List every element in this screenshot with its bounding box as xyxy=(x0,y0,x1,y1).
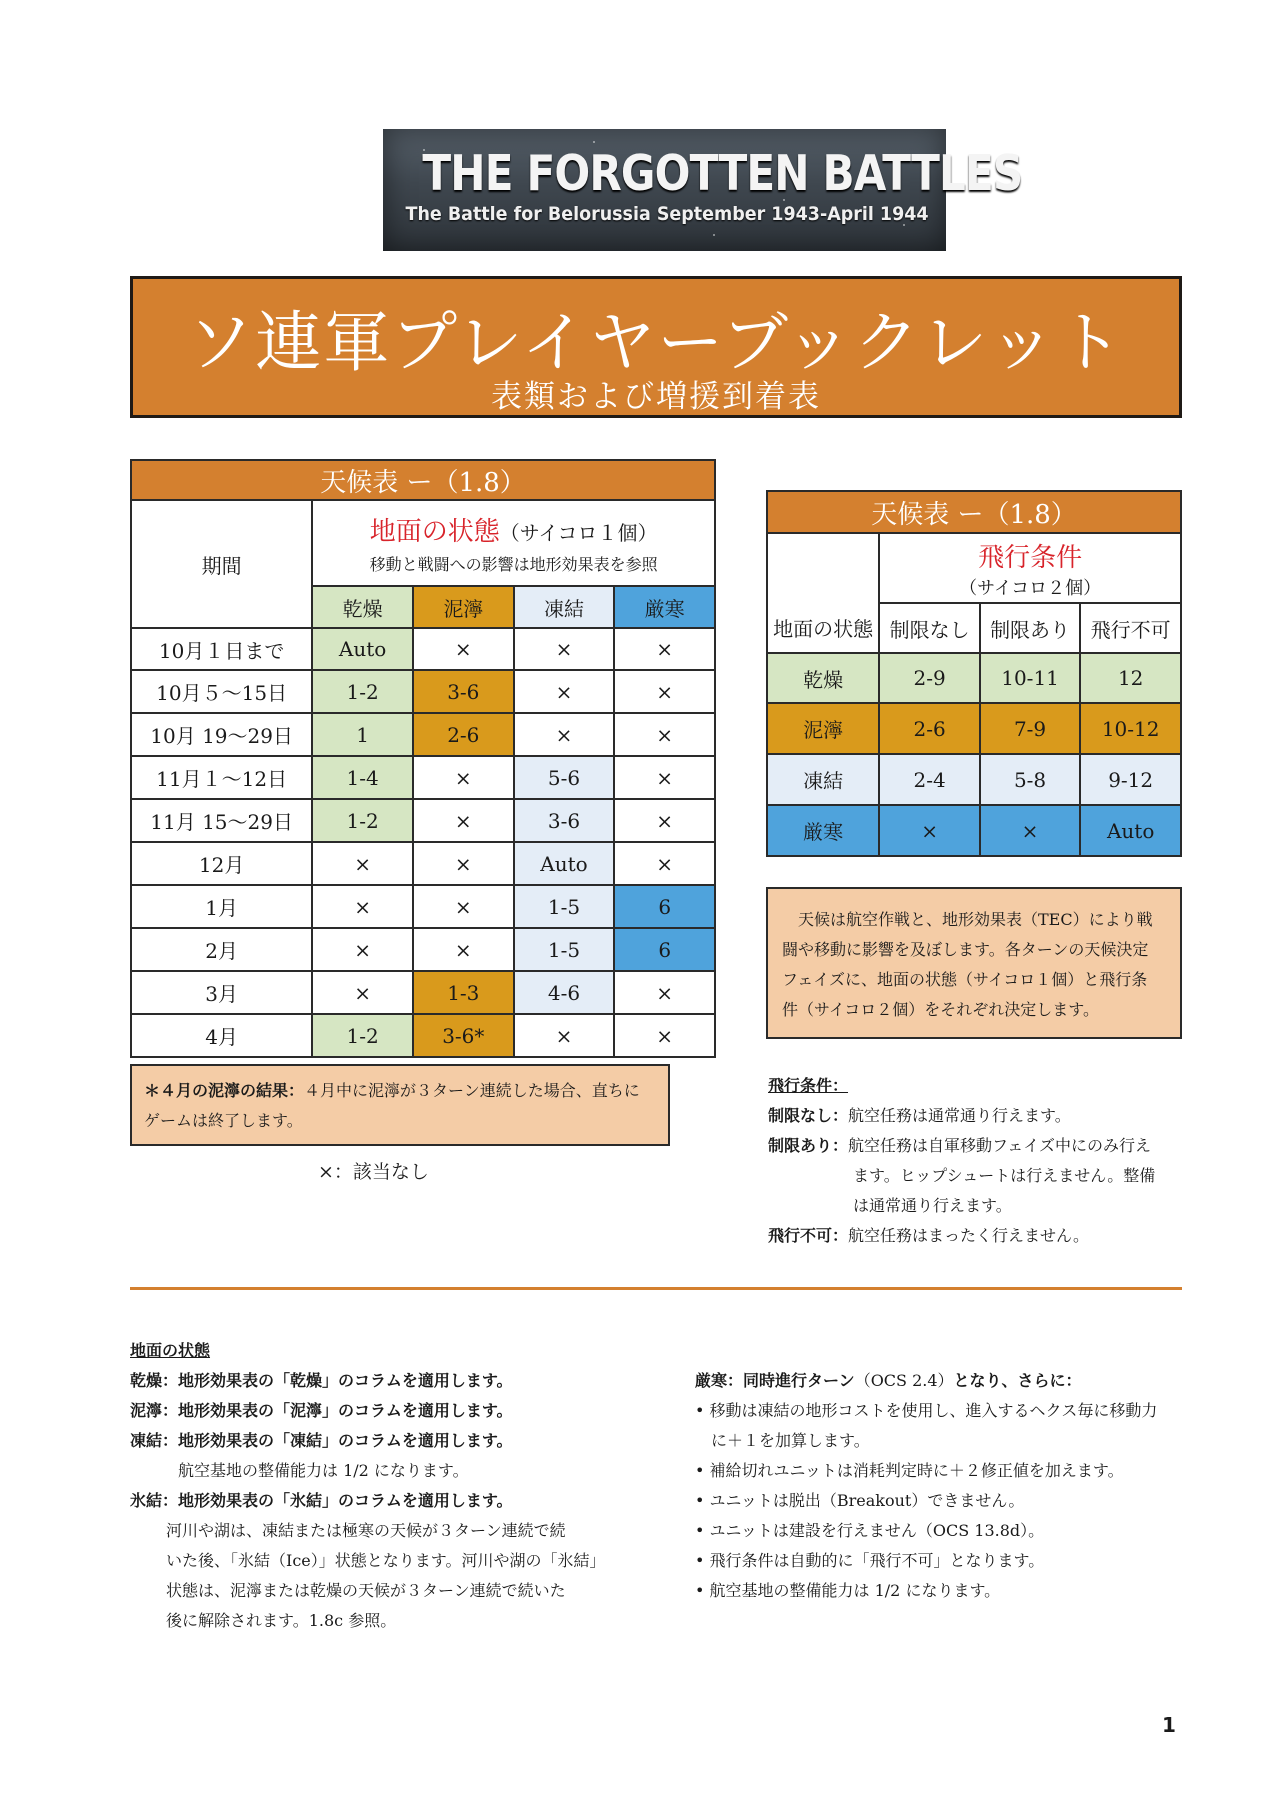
list-item: • 飛行条件は自動的に「飛行不可」となります。 xyxy=(695,1551,1045,1570)
ground-weather-table xyxy=(130,459,716,1058)
no-flight-text: 航空任務はまったく行えません。 xyxy=(848,1226,1089,1245)
ground-conditions-heading: 地面の状態 xyxy=(130,1341,211,1360)
col-unrestricted: 制限なし xyxy=(879,603,979,653)
cell-unrestricted: 2-6 xyxy=(879,703,979,754)
booklet-title-box xyxy=(130,276,1182,418)
cell-winter: × xyxy=(614,628,715,670)
cell-mud: 1-3 xyxy=(413,971,514,1014)
cell-dry: 1-4 xyxy=(312,756,413,799)
row-label: 厳寒 xyxy=(767,805,879,856)
no-flight-label: 飛行不可： xyxy=(768,1226,849,1245)
cell-restricted: 10-11 xyxy=(980,653,1081,703)
weather-info-box xyxy=(766,887,1182,1039)
cell-no-flight: 10-12 xyxy=(1080,703,1181,754)
cell-no-flight: 9-12 xyxy=(1080,754,1181,805)
cell-mud: × xyxy=(413,799,514,842)
mud-note-line2: ゲームは終了します。 xyxy=(144,1111,303,1130)
ground-conditions-section xyxy=(130,1336,650,1636)
cell-frozen: 5-6 xyxy=(514,756,615,799)
banner-title: THE FORGOTTEN BATTLES xyxy=(422,145,1023,202)
flight-condition-header xyxy=(879,533,1181,603)
col-dry: 乾燥 xyxy=(312,586,413,628)
cell-dry: 1-2 xyxy=(312,1014,413,1057)
cell-frozen: Auto xyxy=(514,842,615,885)
ground-condition-header xyxy=(312,500,715,586)
cell-restricted: 5-8 xyxy=(980,754,1081,805)
severe-winter-section xyxy=(695,1366,1185,1606)
ice-rule-line3: 状態は、泥濘または乾燥の天候が３ターン連続で続いた xyxy=(166,1581,566,1600)
page-title: ソ連軍プレイヤーブックレット xyxy=(187,304,1125,381)
col-restricted: 制限あり xyxy=(980,603,1081,653)
col-no-flight: 飛行不可 xyxy=(1080,603,1181,653)
list-item: • 航空基地の整備能力は 1/2 になります。 xyxy=(695,1581,1001,1600)
flight-condition-label: 飛行条件 xyxy=(978,542,1083,573)
cell-unrestricted: × xyxy=(879,805,979,856)
row-period: 10月１日まで xyxy=(131,628,312,670)
cell-mud: × xyxy=(413,885,514,928)
row-period: 11月 15～29日 xyxy=(131,799,312,842)
row-period: 10月 19～29日 xyxy=(131,713,312,756)
cell-unrestricted: 2-4 xyxy=(879,754,979,805)
row-period: 1月 xyxy=(131,885,312,928)
cell-unrestricted: 2-9 xyxy=(879,653,979,703)
frozen-rule-sub: 航空基地の整備能力は 1/2 になります。 xyxy=(178,1461,469,1480)
severe-winter-heading-ref: （OCS 2.4） xyxy=(854,1371,954,1390)
mud-result-note xyxy=(130,1064,670,1146)
cell-frozen: 1-5 xyxy=(514,928,615,971)
flight-ground-header: 地面の状態 xyxy=(767,603,879,653)
cell-no-flight: Auto xyxy=(1080,805,1181,856)
list-item: • 移動は凍結の地形コストを使用し、進入するヘクス毎に移動力 xyxy=(695,1401,1158,1420)
cell-winter: × xyxy=(614,842,715,885)
unrestricted-text: 航空任務は通常通り行えます。 xyxy=(848,1106,1071,1125)
cell-winter: × xyxy=(614,1014,715,1057)
frozen-rule: 凍結：地形効果表の「凍結」のコラムを適用します。 xyxy=(130,1431,513,1450)
cell-dry: 1 xyxy=(312,713,413,756)
flight-table-title: 天候表 ー（1.8） xyxy=(767,491,1181,533)
table-row xyxy=(131,628,715,670)
col-winter: 厳寒 xyxy=(614,586,715,628)
weather-info-line2: 闘や移動に影響を及ぼします。各ターンの天候決定 xyxy=(782,940,1149,959)
row-label: 乾燥 xyxy=(767,653,879,703)
cell-dry: × xyxy=(312,928,413,971)
cell-restricted: × xyxy=(980,805,1081,856)
col-frozen: 凍結 xyxy=(514,586,615,628)
game-banner xyxy=(383,129,1023,251)
table-row xyxy=(131,885,715,928)
ground-dice-label: （サイコロ１個） xyxy=(499,521,658,545)
weather-info-line3: フェイズに、地面の状態（サイコロ１個）と飛行条 xyxy=(782,970,1148,989)
ice-rule-line2: いた後、「氷結（Ice）」状態となります。河川や湖の「氷結」 xyxy=(166,1551,606,1570)
cell-winter: × xyxy=(614,670,715,713)
list-item: に＋１を加算します。 xyxy=(695,1431,870,1450)
cell-mud: × xyxy=(413,842,514,885)
section-divider xyxy=(130,1287,1182,1290)
dry-rule: 乾燥：地形効果表の「乾燥」のコラムを適用します。 xyxy=(130,1371,513,1390)
row-period: 4月 xyxy=(131,1014,312,1057)
cell-dry: × xyxy=(312,842,413,885)
table-row xyxy=(131,670,715,713)
row-period: 2月 xyxy=(131,928,312,971)
cell-frozen: × xyxy=(514,1014,615,1057)
weather-info-line4: 件（サイコロ２個）をそれぞれ決定します。 xyxy=(782,1000,1099,1019)
cell-dry: 1-2 xyxy=(312,799,413,842)
period-header: 期間 xyxy=(131,500,312,628)
mud-note-line1: ４月中に泥濘が３ターン連続した場合、直ちに xyxy=(304,1081,640,1100)
row-label: 凍結 xyxy=(767,754,879,805)
table-row xyxy=(131,756,715,799)
row-period: 12月 xyxy=(131,842,312,885)
ground-table-title: 天候表 ー（1.8） xyxy=(131,460,715,500)
ice-rule: 氷結：地形効果表の「氷結」のコラムを適用します。 xyxy=(130,1491,513,1510)
table-row xyxy=(767,754,1181,805)
restricted-label: 制限あり： xyxy=(768,1136,849,1155)
restricted-text-3: は通常通り行えます。 xyxy=(853,1196,1012,1215)
ice-rule-line1: 河川や湖は、凍結または極寒の天候が３ターン連続で続 xyxy=(166,1521,566,1540)
cell-dry: × xyxy=(312,885,413,928)
table-row xyxy=(131,1014,715,1057)
severe-winter-heading-2: となり、さらに： xyxy=(953,1371,1082,1390)
cell-winter: 6 xyxy=(614,885,715,928)
cell-winter: 6 xyxy=(614,928,715,971)
row-period: 10月５～15日 xyxy=(131,670,312,713)
cell-mud: × xyxy=(413,928,514,971)
table-row xyxy=(767,653,1181,703)
ground-condition-label: 地面の状態 xyxy=(369,517,500,547)
page-subtitle: 表類および増援到着表 xyxy=(491,379,821,415)
cell-winter: × xyxy=(614,756,715,799)
cell-frozen: × xyxy=(514,628,615,670)
cell-frozen: × xyxy=(514,713,615,756)
cell-no-flight: 12 xyxy=(1080,653,1181,703)
ground-table-note: 移動と戦闘への影響は地形効果表を参照 xyxy=(369,555,658,574)
cell-dry: × xyxy=(312,971,413,1014)
table-row xyxy=(767,703,1181,754)
table-row xyxy=(131,713,715,756)
cell-frozen: 1-5 xyxy=(514,885,615,928)
col-mud: 泥濘 xyxy=(413,586,514,628)
page-number: 1 xyxy=(1162,1713,1176,1737)
cell-frozen: × xyxy=(514,670,615,713)
flight-conditions-heading: 飛行条件： xyxy=(768,1076,849,1095)
cell-mud: × xyxy=(413,628,514,670)
row-label: 泥濘 xyxy=(767,703,879,754)
mud-note-bold: ＊４月の泥濘の結果： xyxy=(144,1081,305,1100)
cell-mud: × xyxy=(413,756,514,799)
list-item: • 補給切れユニットは消耗判定時に＋２修正値を加えます。 xyxy=(695,1461,1124,1480)
flight-conditions-section xyxy=(768,1071,1182,1251)
ice-rule-line4: 後に解除されます。1.8c 参照。 xyxy=(166,1611,397,1630)
restricted-text-1: 航空任務は自軍移動フェイズ中にのみ行え xyxy=(848,1136,1152,1155)
flight-header-blank xyxy=(767,533,879,603)
table-row xyxy=(131,928,715,971)
table-row xyxy=(767,805,1181,856)
cell-mud: 2-6 xyxy=(413,713,514,756)
cell-dry: 1-2 xyxy=(312,670,413,713)
cell-frozen: 3-6 xyxy=(514,799,615,842)
flight-weather-table xyxy=(766,490,1182,857)
list-item: • ユニットは建設を行えません（OCS 13.8d）。 xyxy=(695,1521,1045,1540)
cell-mud: 3-6* xyxy=(413,1014,514,1057)
cell-frozen: 4-6 xyxy=(514,971,615,1014)
weather-info-line1: 天候は航空作戦と、地形効果表（TEC）により戦 xyxy=(798,910,1153,929)
cell-winter: × xyxy=(614,971,715,1014)
severe-winter-heading-1: 厳寒：同時進行ターン xyxy=(695,1371,855,1390)
cell-mud: 3-6 xyxy=(413,670,514,713)
table-row xyxy=(131,842,715,885)
cell-winter: × xyxy=(614,713,715,756)
unrestricted-label: 制限なし： xyxy=(768,1106,849,1125)
cell-dry: Auto xyxy=(312,628,413,670)
table-row xyxy=(131,799,715,842)
flight-dice-label: （サイコロ２個） xyxy=(959,577,1102,599)
banner-subtitle: The Battle for Belorussia September 1943-April 1944 xyxy=(405,203,929,225)
row-period: 11月１～12日 xyxy=(131,756,312,799)
mud-rule: 泥濘：地形効果表の「泥濘」のコラムを適用します。 xyxy=(130,1401,513,1420)
table-row xyxy=(131,971,715,1014)
cell-restricted: 7-9 xyxy=(980,703,1081,754)
list-item: • ユニットは脱出（Breakout）できません。 xyxy=(695,1491,1025,1510)
restricted-text-2: ます。ヒップシュートは行えません。整備 xyxy=(853,1166,1156,1185)
row-period: 3月 xyxy=(131,971,312,1014)
not-applicable-legend: ×：該当なし xyxy=(318,1161,429,1183)
cell-winter: × xyxy=(614,799,715,842)
